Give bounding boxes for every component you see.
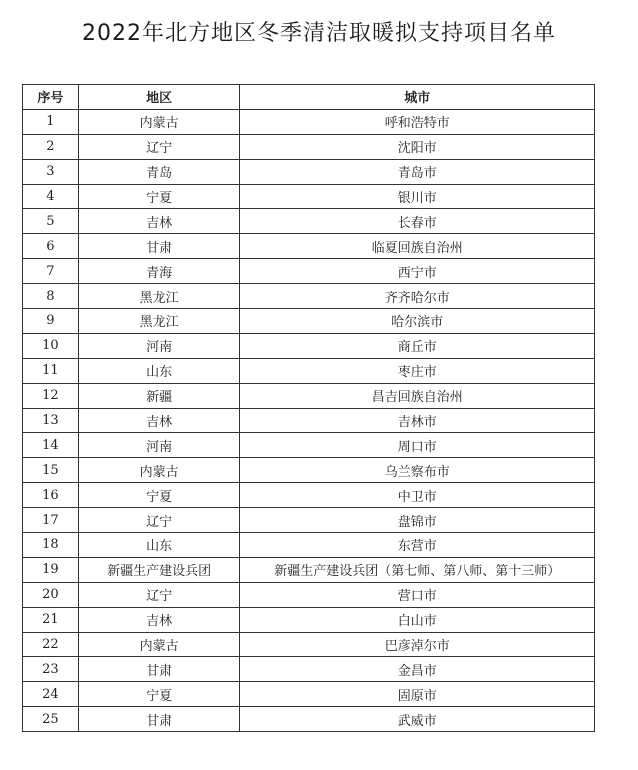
row-index-cell: 3 (23, 159, 79, 184)
table-row (23, 582, 595, 607)
row-region-cell: 吉林 (78, 209, 240, 234)
row-region-cell: 青岛 (78, 159, 240, 184)
row-index-cell: 12 (23, 383, 79, 408)
row-index-cell: 14 (23, 433, 79, 458)
table-row (23, 408, 595, 433)
row-region-cell: 辽宁 (78, 582, 240, 607)
row-region-cell: 青海 (78, 259, 240, 284)
row-index-cell: 24 (23, 682, 79, 707)
table-row (23, 657, 595, 682)
table-row (23, 134, 595, 159)
row-index-cell: 1 (23, 109, 79, 134)
table-row (23, 433, 595, 458)
row-region-cell: 内蒙古 (78, 632, 240, 657)
row-city-cell: 青岛市 (240, 159, 595, 184)
row-city-cell: 吉林市 (240, 408, 595, 433)
row-city-cell: 呼和浩特市 (240, 109, 595, 134)
row-index-cell: 17 (23, 508, 79, 533)
row-region-cell: 河南 (78, 333, 240, 358)
row-index-cell: 5 (23, 209, 79, 234)
table-row (23, 508, 595, 533)
row-region-cell: 黑龙江 (78, 284, 240, 309)
row-index-cell: 22 (23, 632, 79, 657)
row-index-cell: 4 (23, 184, 79, 209)
header-region: 地区 (78, 85, 240, 110)
row-city-cell: 昌吉回族自治州 (240, 383, 595, 408)
row-index-cell: 25 (23, 707, 79, 732)
table-row (23, 309, 595, 334)
table-row (23, 458, 595, 483)
row-city-cell: 枣庄市 (240, 358, 595, 383)
table-row (23, 284, 595, 309)
row-region-cell: 宁夏 (78, 184, 240, 209)
row-index-cell: 2 (23, 134, 79, 159)
table-row (23, 159, 595, 184)
row-index-cell: 8 (23, 284, 79, 309)
table-row (23, 533, 595, 558)
row-region-cell: 宁夏 (78, 682, 240, 707)
table-row (23, 632, 595, 657)
row-index-cell: 9 (23, 309, 79, 334)
row-city-cell: 白山市 (240, 607, 595, 632)
table-row (23, 707, 595, 732)
table-row (23, 333, 595, 358)
row-city-cell: 西宁市 (240, 259, 595, 284)
table-body (23, 109, 595, 731)
row-index-cell: 10 (23, 333, 79, 358)
row-index-cell: 15 (23, 458, 79, 483)
row-city-cell: 周口市 (240, 433, 595, 458)
table-row (23, 184, 595, 209)
row-index-cell: 23 (23, 657, 79, 682)
row-city-cell: 银川市 (240, 184, 595, 209)
header-city: 城市 (240, 85, 595, 110)
row-city-cell: 盘锦市 (240, 508, 595, 533)
row-city-cell: 乌兰察布市 (240, 458, 595, 483)
table-row (23, 682, 595, 707)
row-region-cell: 山东 (78, 533, 240, 558)
row-city-cell: 临夏回族自治州 (240, 234, 595, 259)
table-row (23, 607, 595, 632)
row-city-cell: 固原市 (240, 682, 595, 707)
project-list-table (22, 84, 595, 732)
row-region-cell: 黑龙江 (78, 309, 240, 334)
row-region-cell: 甘肃 (78, 234, 240, 259)
table-row (23, 259, 595, 284)
row-city-cell: 新疆生产建设兵团（第七师、第八师、第十三师） (240, 557, 595, 582)
row-index-cell: 6 (23, 234, 79, 259)
row-city-cell: 哈尔滨市 (240, 309, 595, 334)
row-city-cell: 东营市 (240, 533, 595, 558)
table-row (23, 234, 595, 259)
row-index-cell: 18 (23, 533, 79, 558)
row-region-cell: 甘肃 (78, 657, 240, 682)
row-city-cell: 武威市 (240, 707, 595, 732)
row-city-cell: 长春市 (240, 209, 595, 234)
row-region-cell: 河南 (78, 433, 240, 458)
table-row (23, 358, 595, 383)
row-index-cell: 11 (23, 358, 79, 383)
table-row (23, 383, 595, 408)
table-row (23, 109, 595, 134)
row-city-cell: 沈阳市 (240, 134, 595, 159)
row-region-cell: 宁夏 (78, 483, 240, 508)
row-region-cell: 新疆 (78, 383, 240, 408)
table-row (23, 557, 595, 582)
row-index-cell: 7 (23, 259, 79, 284)
table-row (23, 209, 595, 234)
header-index: 序号 (23, 85, 79, 110)
row-index-cell: 21 (23, 607, 79, 632)
row-region-cell: 内蒙古 (78, 109, 240, 134)
table-row (23, 483, 595, 508)
row-city-cell: 商丘市 (240, 333, 595, 358)
row-region-cell: 山东 (78, 358, 240, 383)
table-header-row (23, 85, 595, 110)
row-city-cell: 巴彦淖尔市 (240, 632, 595, 657)
row-region-cell: 吉林 (78, 408, 240, 433)
row-region-cell: 内蒙古 (78, 458, 240, 483)
row-index-cell: 20 (23, 582, 79, 607)
row-city-cell: 营口市 (240, 582, 595, 607)
row-index-cell: 13 (23, 408, 79, 433)
row-index-cell: 19 (23, 557, 79, 582)
row-city-cell: 金昌市 (240, 657, 595, 682)
page-title: 2022年北方地区冬季清洁取暖拟支持项目名单 (82, 21, 556, 46)
row-city-cell: 齐齐哈尔市 (240, 284, 595, 309)
row-region-cell: 新疆生产建设兵团 (78, 557, 240, 582)
row-region-cell: 甘肃 (78, 707, 240, 732)
row-region-cell: 辽宁 (78, 508, 240, 533)
row-region-cell: 辽宁 (78, 134, 240, 159)
row-region-cell: 吉林 (78, 607, 240, 632)
row-index-cell: 16 (23, 483, 79, 508)
row-city-cell: 中卫市 (240, 483, 595, 508)
